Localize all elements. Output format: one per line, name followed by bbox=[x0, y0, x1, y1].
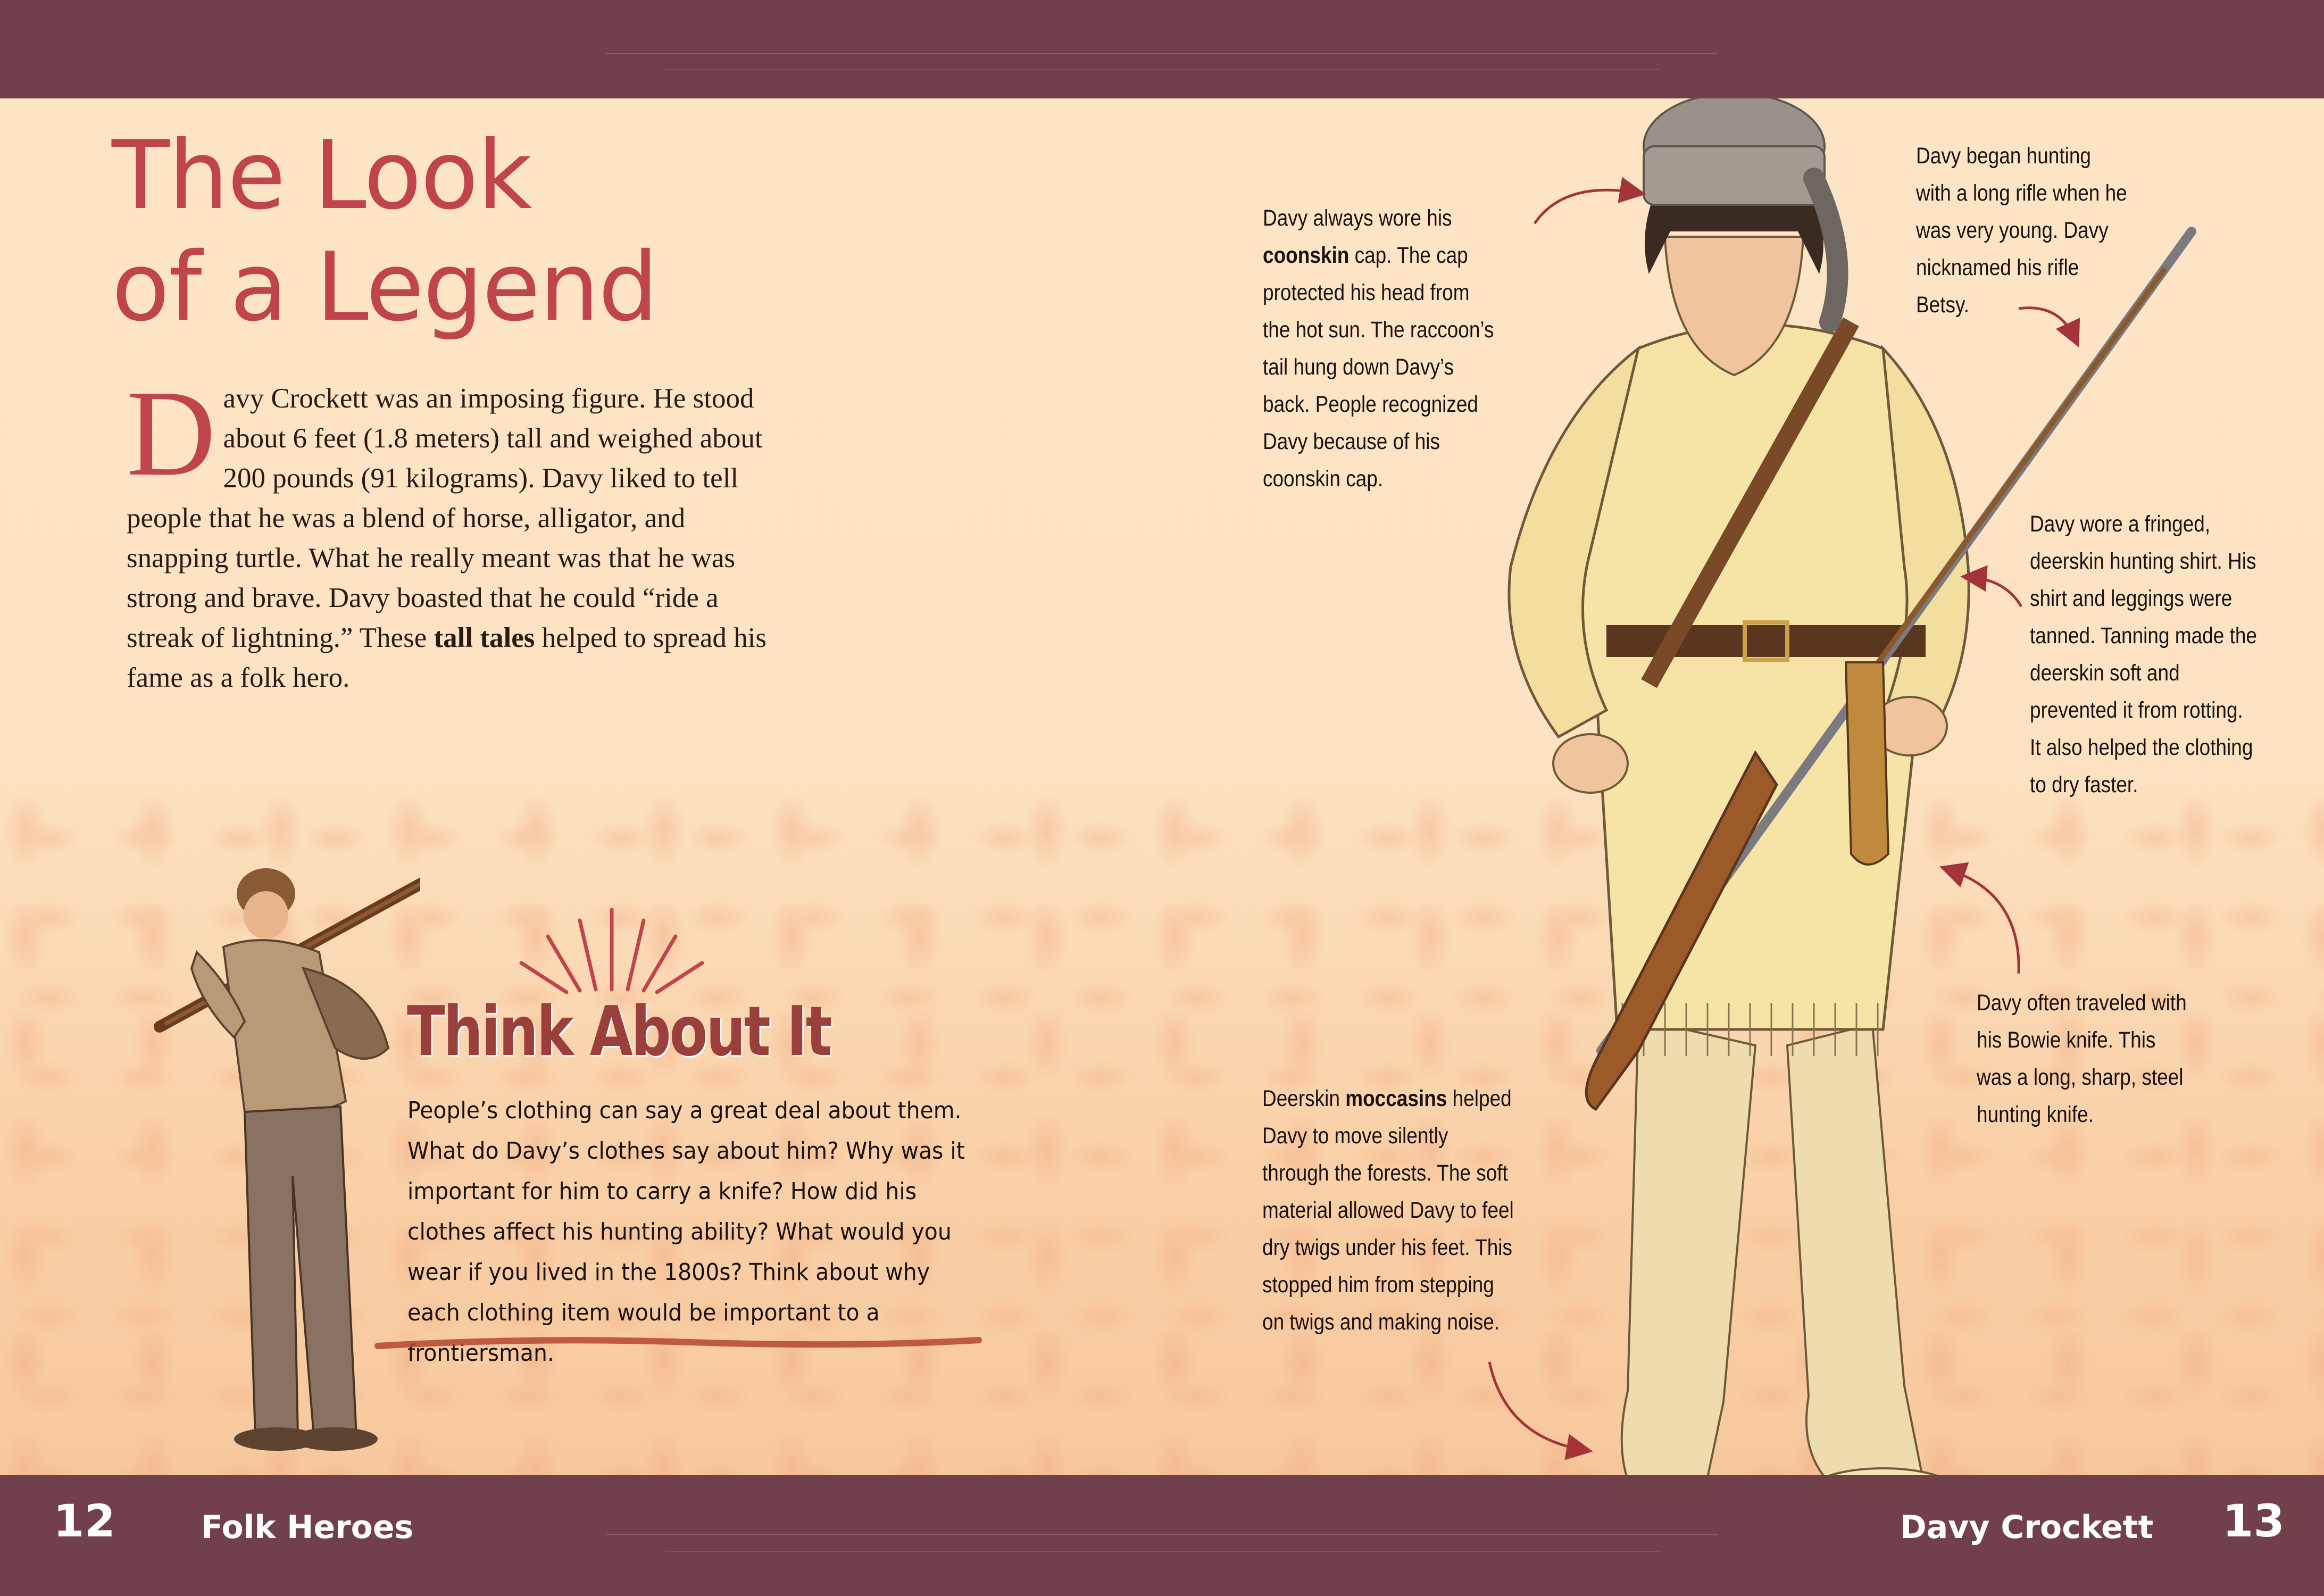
title-line-1: The Look bbox=[112, 120, 531, 230]
shirt-arrow bbox=[1971, 577, 2021, 606]
cap-arrow bbox=[1535, 190, 1636, 223]
coonskin-term: coonskin bbox=[1263, 243, 1350, 268]
page-number-right: 13 bbox=[2222, 1495, 2285, 1547]
think-about-it-text: People’s clothing can say a great deal about them. What do Davy’s clothes say about him? Why was it important for him to carry a knife? How did his clothes affect his hunting ability? What would you wear if you lived in the 1800s? Think about why each clothing item would be important to a frontiersman. bbox=[407, 1097, 965, 1367]
footer-section-right: Davy Crockett bbox=[1900, 1509, 2154, 1546]
tall-tales-term: tall tales bbox=[434, 622, 535, 653]
callout-rifle-text: Davy began hunting with a long rifle when he was very young. Davy nicknamed his rifle Betsy. bbox=[1916, 143, 2127, 318]
think-about-it-heading: Think About It bbox=[407, 992, 831, 1071]
moccasins-arrow bbox=[1489, 1362, 1582, 1450]
drop-cap: D bbox=[127, 365, 216, 502]
intro-text-end: helped to spread his fame as a folk hero. bbox=[127, 622, 767, 693]
callout-shirt-text: Davy wore a fringed, deerskin hunting shirt. His shirt and leggings were tanned. Tanning made the deerskin soft and prevented it from rotting. It also helped the clothing to dry faster. bbox=[2030, 511, 2257, 797]
page-number-left: 12 bbox=[53, 1495, 115, 1547]
callout-cap-text-start: Davy always wore his bbox=[1263, 205, 1452, 231]
callout-moccasins-text-end: helped Davy to move silently through the forests. The soft material allowed Davy to feel dry twigs under his feet. This stopped him from stepping on twigs and making noise. bbox=[1262, 1086, 1514, 1335]
footer-rule bbox=[665, 1551, 1660, 1552]
footer-section-left: Folk Heroes bbox=[201, 1509, 414, 1546]
rifle-arrow bbox=[2019, 308, 2075, 338]
title-line-2: of a Legend bbox=[112, 232, 657, 342]
callout-knife-text: Davy often traveled with his Bowie knife. This was a long, sharp, steel hunting knife. bbox=[1977, 990, 2187, 1127]
moccasins-term: moccasins bbox=[1345, 1086, 1447, 1111]
intro-text: avy Crockett was an imposing figure. He stood about 6 feet (1.8 meters) tall and weighed about 200 pounds (91 kilograms). Davy liked to tell people that he was a blend of horse, alligator, and snapping turtle. What he really meant was that he was strong and brave. Davy boasted that he could “ride a streak of lightning.” These bbox=[127, 383, 763, 653]
callout-cap-text-end: cap. The cap protected his head from the hot sun. The raccoon’s tail hung down Davy’s back. People recognized Davy because of his coonskin cap. bbox=[1263, 243, 1494, 492]
callout-moccasins-text-start: Deerskin bbox=[1262, 1086, 1340, 1111]
knife-arrow bbox=[1950, 870, 2019, 974]
footer-rule bbox=[606, 1534, 1718, 1535]
